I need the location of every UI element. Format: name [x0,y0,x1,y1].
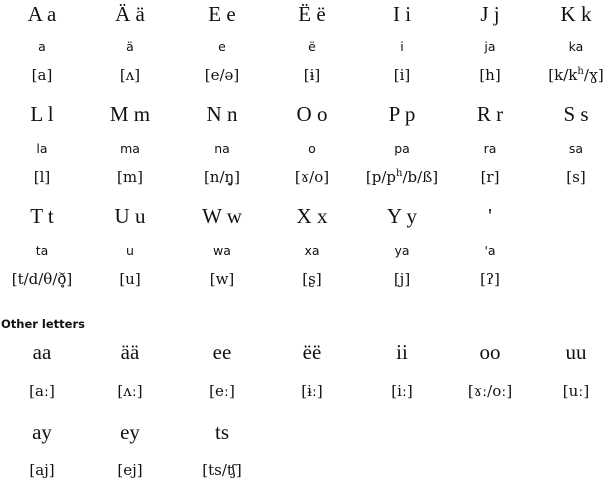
letter-name: pa [394,141,410,156]
letter-name: e [218,39,226,54]
ipa-transcription: [eː] [209,382,235,400]
letter-cell: L l [30,102,54,126]
ipa-transcription: [ɨː] [301,382,323,400]
ipa-transcription: [ʌː] [117,382,143,400]
letter-name: wa [213,243,231,258]
digraph-cell: ëë [302,340,322,364]
section-heading: Other letters [1,317,85,331]
letter-cell: Y y [386,204,418,228]
digraph-cell: aa [32,340,52,364]
letter-cell: Ä ä [115,2,145,26]
ipa-transcription: [u] [119,270,141,288]
ipa-transcription: [ɤ/o] [294,168,330,186]
letter-cell: W w [202,204,242,228]
letter-cell: A a [27,2,57,26]
digraph-cell: ey [120,420,140,444]
ipa-transcription: [ʌ] [119,66,141,84]
ipa-transcription: $[k/k^h/ɣ]$ [548,66,604,84]
letter-name: ë [308,39,316,54]
ipa-transcription: [aː] [29,382,55,400]
letter-cell: O o [296,102,328,126]
letter-cell: U u [114,204,146,228]
ipa-transcription: [iː] [391,382,413,400]
ipa-transcription: [n/ŋ̥] [203,168,241,186]
ipa-transcription: [ʂ] [302,270,322,288]
letter-name: a [38,39,46,54]
ipa-transcription: [l] [33,168,51,186]
letter-cell: I i [392,2,412,26]
ipa-transcription: [ts/ʧ] [202,461,242,479]
letter-name: ya [394,243,410,258]
letter-cell: P p [388,102,416,126]
letter-name: ma [120,141,140,156]
letter-cell: E e [208,2,236,26]
ipa-transcription: [ɤː/oː] [467,382,513,400]
letter-cell: J j [480,2,500,26]
ipa-transcription: [ej] [117,461,143,479]
ipa-transcription: [i] [393,66,411,84]
letter-name: na [214,141,230,156]
letter-name: o [308,141,316,156]
ipa-transcription: [e/ə] [204,66,240,84]
ipa-transcription: [j] [393,270,411,288]
digraph-cell: ts [214,420,229,444]
ipa-transcription: [s] [566,168,586,186]
digraph-cell: uu [565,340,587,364]
ipa-transcription: [m] [117,168,143,186]
letter-cell: K k [560,2,592,26]
letter-name: sa [568,141,584,156]
letter-name: u [126,243,134,258]
ipa-transcription: $[p/p^h/b/ß]$ [365,168,439,186]
ipa-transcription: [uː] [562,382,590,400]
letter-name: la [36,141,48,156]
ipa-transcription: [t/d/θ/ð̥] [11,270,73,288]
letter-name: xa [304,243,320,258]
letter-name: ra [483,141,497,156]
letter-cell: R r [476,102,504,126]
letter-cell: Ë ë [298,2,326,26]
letter-cell: M m [109,102,151,126]
ipa-transcription: [aj] [29,461,55,479]
digraph-cell: ay [32,420,52,444]
letter-name: ja [484,39,496,54]
ipa-transcription: [ɨ] [303,66,321,84]
ipa-transcription: [w] [209,270,235,288]
ipa-transcription: [h] [479,66,501,84]
letter-name: 'a [484,243,496,258]
letter-cell: N n [206,102,238,126]
ipa-transcription: [r] [480,168,500,186]
letter-cell: X x [296,204,328,228]
letter-name: ta [35,243,49,258]
digraph-cell: ää [120,340,140,364]
digraph-cell: ii [396,340,408,364]
letter-name: ka [568,39,584,54]
letter-cell: T t [30,204,54,228]
letter-name: ä [126,39,134,54]
ipa-transcription: [ʔ] [480,270,500,288]
letter-cell: S s [563,102,589,126]
digraph-cell: oo [479,340,501,364]
letter-name: i [400,39,404,54]
digraph-cell: ee [212,340,232,364]
ipa-transcription: [a] [31,66,53,84]
letter-cell: ' [488,204,492,228]
